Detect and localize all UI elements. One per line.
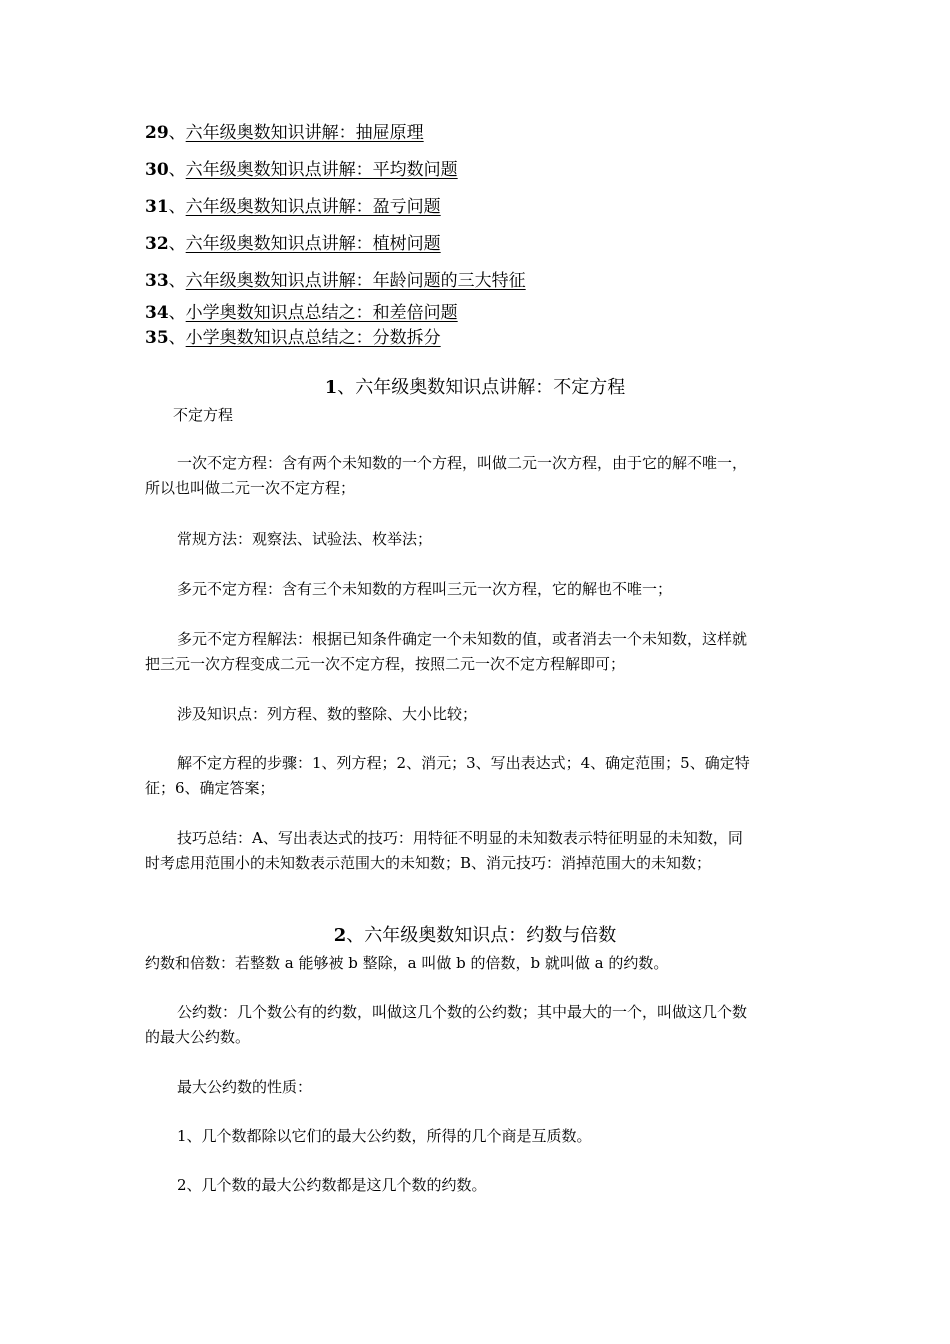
paragraph: 2、几个数的最大公约数都是这几个数的约数。 [177, 1176, 487, 1194]
section-number: 1 [324, 377, 338, 398]
paragraph-line: 所以也叫做二元一次不定方程； [145, 479, 356, 497]
paragraph: 约数和倍数：若整数 a 能够被 b 整除，a 叫做 b 的倍数，b 就叫做 a 的约数。 [145, 954, 669, 972]
toc-separator: 、 [168, 123, 186, 143]
paragraph-line: 时考虑用范围小的未知数表示范围大的未知数；B、消元技巧：消掉范围大的未知数； [145, 854, 712, 872]
toc-link[interactable]: 六年级奥数知识点讲解：平均数问题 [185, 160, 458, 180]
toc-separator: 、 [168, 328, 186, 348]
section-heading: 、六年级奥数知识点：约数与倍数 [346, 925, 617, 946]
paragraph-line: 征；6、确定答案； [145, 779, 275, 797]
toc-number: 31 [145, 197, 169, 217]
paragraph [145, 451, 810, 501]
toc-separator: 、 [168, 271, 186, 291]
paragraph-line: 公约数：几个数公有的约数，叫做这几个数的公约数；其中最大的一个，叫做这几个数 [177, 1003, 748, 1021]
paragraph-line: 一次不定方程：含有两个未知数的一个方程，叫做二元一次方程，由于它的解不唯一， [177, 454, 748, 472]
paragraph [145, 627, 810, 677]
toc-link[interactable]: 六年级奥数知识点讲解：植树问题 [185, 234, 441, 254]
toc-link[interactable]: 小学奥数知识点总结之：分数拆分 [185, 328, 441, 348]
toc-item [145, 233, 441, 255]
toc-item [145, 159, 458, 181]
paragraph: 涉及知识点：列方程、数的整除、大小比较； [177, 705, 478, 723]
section-subtitle: 不定方程 [173, 406, 234, 424]
paragraph-line: 技巧总结：A、写出表达式的技巧：用特征不明显的未知数表示特征明显的未知数，同 [177, 829, 743, 847]
toc-link[interactable]: 六年级奥数知识点讲解：年龄问题的三大特征 [185, 271, 526, 291]
toc-separator: 、 [168, 197, 186, 217]
paragraph: 1、几个数都除以它们的最大公约数，所得的几个商是互质数。 [177, 1127, 592, 1145]
section-number: 2 [333, 925, 347, 946]
toc-number: 30 [145, 160, 169, 180]
toc-separator: 、 [168, 160, 186, 180]
section-title [0, 376, 950, 400]
section-title [0, 924, 950, 948]
paragraph: 多元不定方程：含有三个未知数的方程叫三元一次方程，它的解也不唯一； [177, 580, 673, 598]
paragraph: 最大公约数的性质： [177, 1078, 313, 1096]
toc-item [145, 270, 526, 292]
toc-link[interactable]: 小学奥数知识点总结之：和差倍问题 [185, 303, 458, 323]
paragraph-line: 把三元一次方程变成二元一次不定方程，按照二元一次不定方程解即可； [145, 655, 626, 673]
toc-link[interactable]: 六年级奥数知识点讲解：盈亏问题 [185, 197, 441, 217]
toc-item [145, 302, 458, 324]
toc-number: 29 [145, 123, 169, 143]
toc-link[interactable]: 六年级奥数知识讲解：抽屉原理 [185, 123, 424, 143]
toc-number: 32 [145, 234, 169, 254]
paragraph [145, 1000, 810, 1050]
toc-number: 35 [145, 328, 169, 348]
toc-item [145, 122, 424, 144]
paragraph [145, 826, 810, 876]
paragraph: 常规方法：观察法、试验法、枚举法； [177, 530, 433, 548]
paragraph [145, 751, 810, 801]
paragraph-line: 解不定方程的步骤：1、列方程；2、消元；3、写出表达式；4、确定范围；5、确定特 [177, 754, 750, 772]
toc-number: 33 [145, 271, 169, 291]
paragraph-line: 的最大公约数。 [145, 1028, 251, 1046]
toc-item [145, 327, 441, 349]
toc-item [145, 196, 441, 218]
toc-separator: 、 [168, 234, 186, 254]
toc-number: 34 [145, 303, 169, 323]
section-heading: 、六年级奥数知识点讲解：不定方程 [337, 377, 626, 398]
toc-separator: 、 [168, 303, 186, 323]
paragraph-line: 多元不定方程解法：根据已知条件确定一个未知数的值，或者消去一个未知数，这样就 [177, 630, 748, 648]
